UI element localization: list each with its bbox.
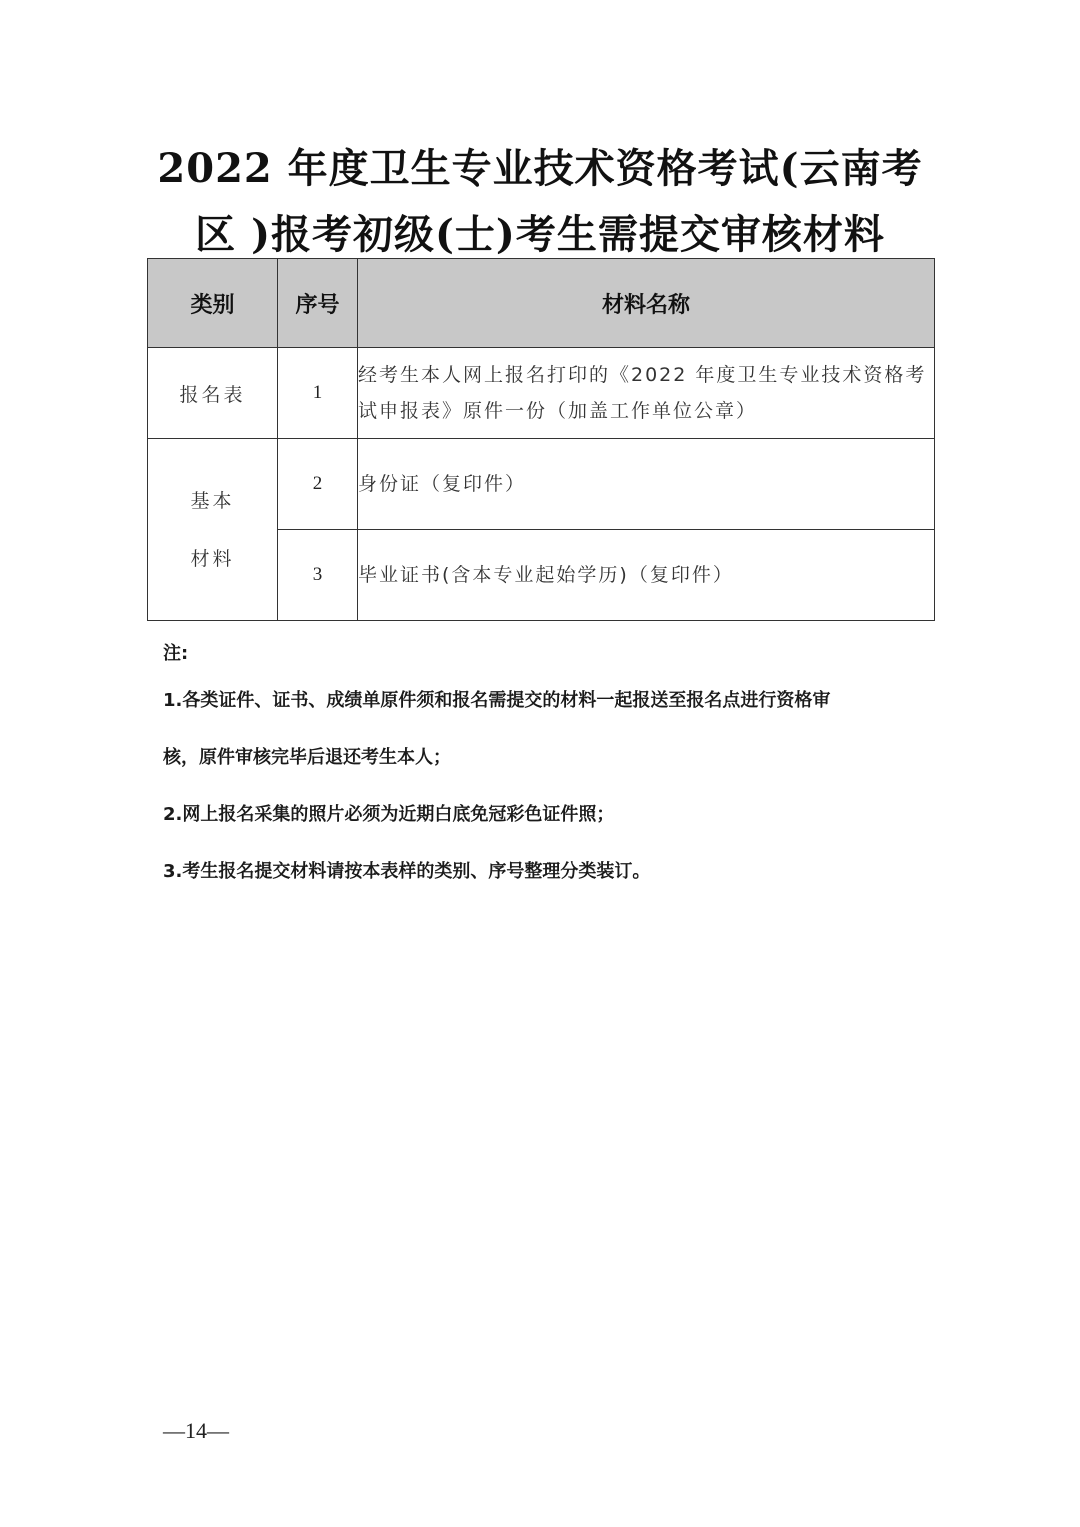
material-cell: 身份证（复印件）: [358, 439, 935, 530]
header-number: 序号: [278, 259, 358, 348]
header-category: 类别: [148, 259, 278, 348]
note-item: 1.各类证件、证书、成绩单原件须和报名需提交的材料一起报送至报名点进行资格审: [163, 690, 831, 711]
note-item: 核，原件审核完毕后退还考生本人；: [163, 747, 451, 768]
table-row: [148, 348, 935, 439]
category-cell-registration-form: 报名表: [148, 348, 278, 439]
page-title-line-2: 区 )报考初级(士)考生需提交审核材料: [195, 211, 885, 258]
notes-title: 注:: [163, 643, 189, 664]
materials-table: [147, 258, 935, 621]
note-item: 2.网上报名采集的照片必须为近期白底免冠彩色证件照；: [163, 804, 615, 825]
category-label-line-1: 基本: [190, 489, 235, 512]
number-cell: 1: [278, 348, 358, 439]
notes-section: [163, 636, 933, 900]
category-label-line-2: 材料: [190, 547, 235, 570]
table-header-row: [148, 259, 935, 348]
table-row: [148, 439, 935, 530]
number-cell: 3: [278, 530, 358, 621]
page-title-line-1: 2022 年度卫生专业技术资格考试(云南考: [157, 145, 923, 192]
page-number: —14—: [163, 1418, 229, 1443]
header-material: 材料名称: [358, 259, 935, 348]
number-cell: 2: [278, 439, 358, 530]
category-cell-basic-materials: [148, 439, 278, 621]
material-cell: 毕业证书(含本专业起始学历)（复印件）: [358, 530, 935, 621]
note-item: 3.考生报名提交材料请按本表样的类别、序号整理分类装订。: [163, 861, 651, 882]
material-cell: 经考生本人网上报名打印的《2022 年度卫生专业技术资格考试申报表》原件一份（加盖工作单位公章）: [358, 348, 935, 439]
